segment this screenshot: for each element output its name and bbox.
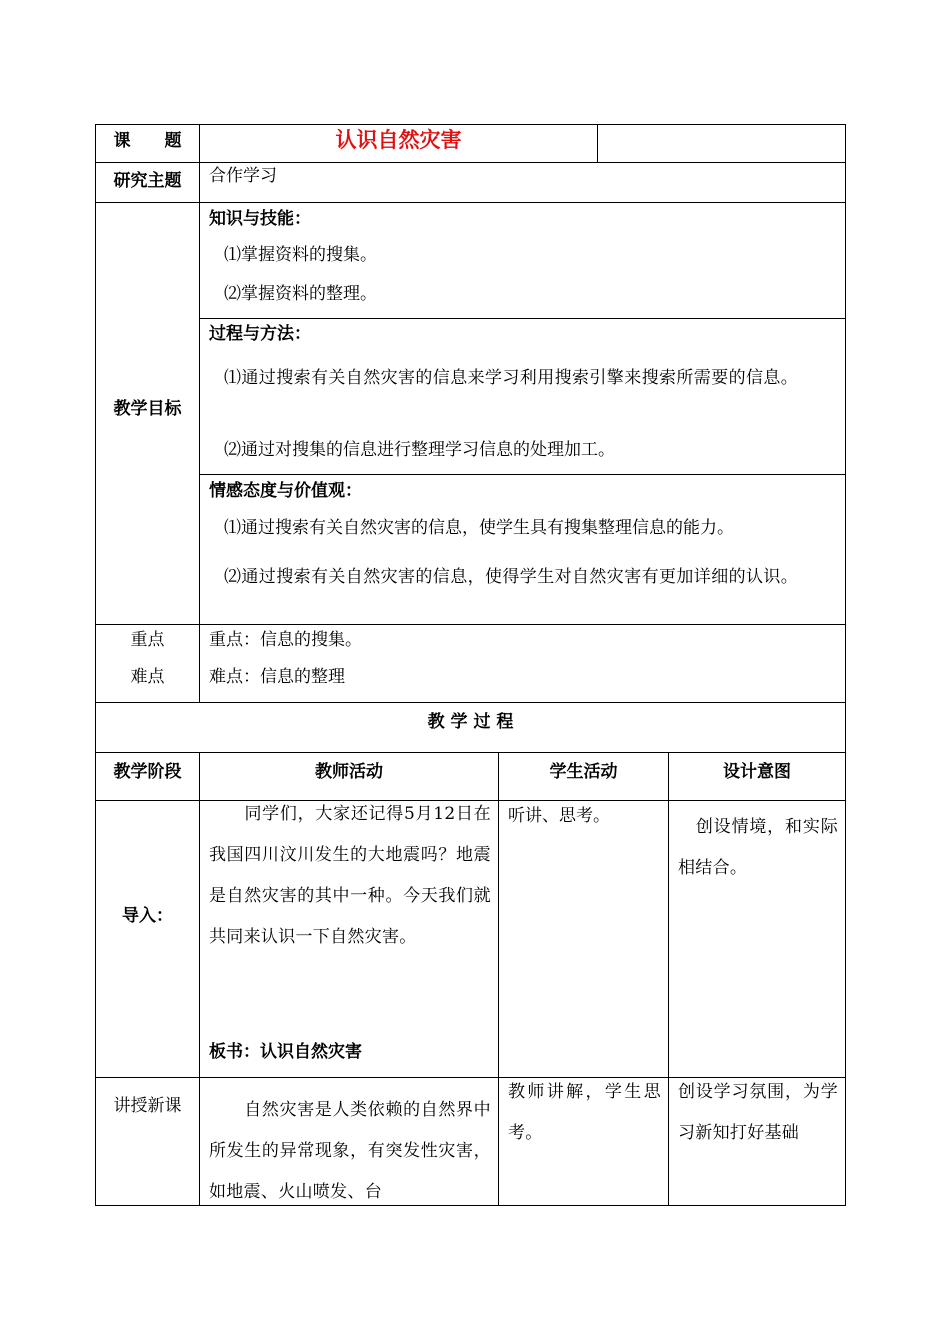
process-method-item: ⑵通过对搜集的信息进行整理学习信息的处理加工。 <box>224 440 615 460</box>
topic-label: 课 题 <box>113 131 182 151</box>
research-value: 合作学习 <box>209 166 277 186</box>
rule <box>668 752 669 1206</box>
rule <box>95 162 846 163</box>
topic-title: 认识自然灾害 <box>335 128 462 152</box>
knowledge-title: 知识与技能： <box>209 209 311 229</box>
rule <box>199 474 846 475</box>
rule <box>597 124 598 162</box>
process-method-title: 过程与方法： <box>209 324 311 344</box>
col-header-stage: 教学阶段 <box>113 762 182 782</box>
rule <box>95 202 846 203</box>
rule <box>199 752 200 1206</box>
knowledge-item: ⑵掌握资料的整理。 <box>224 284 377 304</box>
rule-left <box>95 124 96 1206</box>
stage-new-lesson: 讲授新课 <box>113 1096 182 1116</box>
rule-top <box>95 124 846 125</box>
design-intent-intro: 创设情境，和实际相结合。 <box>678 817 838 878</box>
rule <box>498 752 499 1206</box>
col-header-intent: 设计意图 <box>723 762 791 782</box>
rule <box>95 702 846 703</box>
student-activity-intro: 听讲、思考。 <box>508 806 610 826</box>
col-header-student: 学生活动 <box>549 762 618 782</box>
process-section-title: 教 学 过 程 <box>427 712 514 732</box>
knowledge-item: ⑴掌握资料的搜集。 <box>224 245 377 265</box>
design-intent-new-lesson: 创设学习氛围，为学习新知打好基础 <box>678 1082 838 1143</box>
emotion-item: ⑵通过搜索有关自然灾害的信息，使得学生对自然灾害有更加详细的认识。 <box>224 567 799 587</box>
key-point: 重点：信息的搜集。 <box>209 630 362 650</box>
process-method-item: ⑴通过搜索有关自然灾害的信息来学习利用搜索引擎来搜索所需要的信息。 <box>224 368 799 388</box>
rule <box>199 318 846 319</box>
rule <box>95 752 846 753</box>
col-header-teacher: 教师活动 <box>315 762 383 782</box>
student-activity-new-lesson: 教师讲解，学生思考。 <box>508 1082 661 1143</box>
difficult-point: 难点：信息的整理 <box>209 667 345 687</box>
key-point-label: 重点 <box>130 630 165 650</box>
difficult-point-label: 难点 <box>130 667 165 687</box>
rule <box>95 624 846 625</box>
stage-intro: 导入： <box>122 906 173 926</box>
teacher-activity-new-lesson: 自然灾害是人类依赖的自然界中所发生的异常现象，有突发性灾害，如地震、火山喷发、台 <box>209 1100 491 1202</box>
objectives-label: 教学目标 <box>113 399 182 419</box>
emotion-title: 情感态度与价值观： <box>209 481 362 501</box>
rule-right <box>845 124 846 1206</box>
research-label: 研究主题 <box>113 171 182 191</box>
emotion-item: ⑴通过搜索有关自然灾害的信息，使学生具有搜集整理信息的能力。 <box>224 518 734 538</box>
rule <box>199 124 200 702</box>
board-writing: 板书：认识自然灾害 <box>209 1042 362 1062</box>
teacher-activity-intro: 同学们，大家还记得5月12日在我国四川汶川发生的大地震吗？地震是自然灾害的其中一种。今天我们就共同来认识一下自然灾害。 <box>209 804 491 947</box>
